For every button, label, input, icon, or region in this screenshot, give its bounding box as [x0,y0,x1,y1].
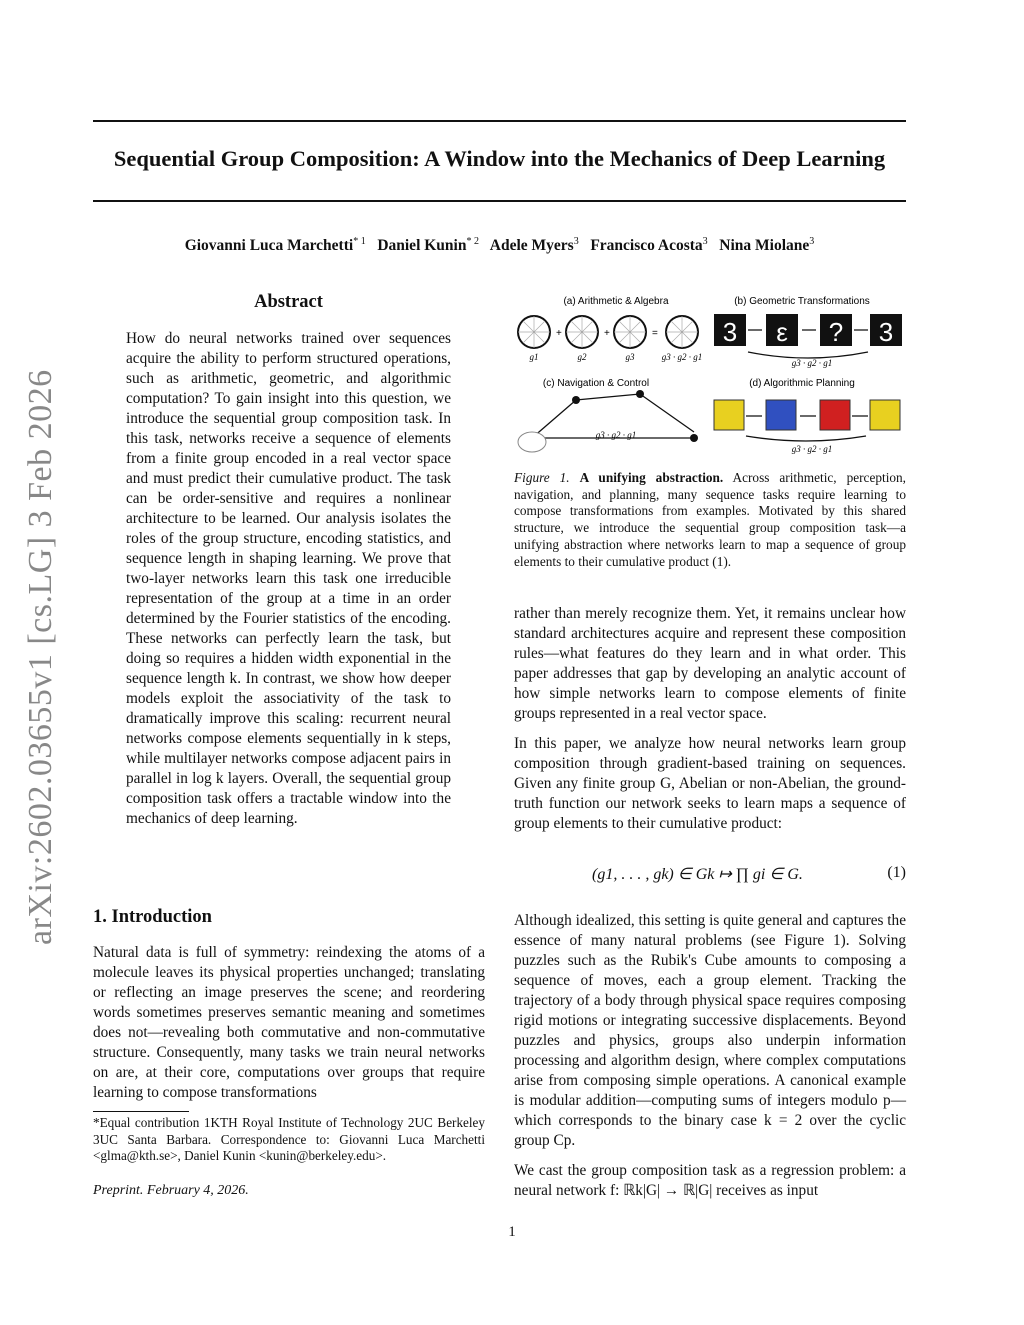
figure-caption [514,470,906,570]
svg-text:3: 3 [878,317,894,347]
caption-text: Across arithmetic, perception, navigation, and planning, many sequence tasks require learning to compose transformations from examples. Motivated by this shared structure, we introduce the sequential group composition task—a unifying abstraction where networks learn to map a sequence of group elements to their cumulative product (1). [514,470,907,569]
svg-text:ε: ε [776,317,788,347]
equation-body: (g1, . . . , gk) ∈ Gk ↦ ∏ gi ∈ G. [592,866,803,883]
author: Giovanni Luca Marchetti [184,237,354,255]
panel-title: (c) Navigation & Control [542,378,650,389]
affiliation-mark: * 1 [353,236,366,247]
label: g3 · g2 · g1 [791,358,833,368]
footnote-rule [93,1111,189,1112]
panel-title: (d) Algorithmic Planning [749,378,855,389]
label: g3 · g2 · g1 [791,444,833,454]
panel-title: (b) Geometric Transformations [734,296,870,307]
label: g2 [577,352,587,362]
author-list [93,236,906,255]
caption-label: Figure 1. [514,470,570,485]
label: g3 [625,352,635,362]
caption-title: A unifying abstraction. [579,470,724,485]
mouse-icon [518,432,546,452]
footnote: *Equal contribution 1KTH Royal Institute of Technology 2UC Berkeley 3UC Santa Barbara. Correspondence to: Giovanni Luca Marchetti <glma@kth.se>, Daniel Kunin <kunin@berkeley.edu>. [93,1115,485,1163]
label: g1 [529,352,539,362]
paragraph: rather than merely recognize them. Yet, it remains unclear how standard architectures acquire and represent these composition rules—what features do they learn and in what order. This paper addresses that gap by developing an analytic account of how simple networks learn to compose elements of finite groups represented in a real vector space. [514,605,906,722]
equals-sign: = [652,328,658,339]
preprint-note: Preprint. February 4, 2026. [93,1183,249,1198]
author: Adele Myers [489,237,574,255]
affiliation-mark: 3 [702,236,708,247]
title-rule [93,200,906,202]
paper-title: Sequential Group Composition: A Window into the Mechanics of Deep Learning [113,146,886,171]
paragraph: Although idealized, this setting is quite general and captures the essence of many natural problems (see Figure 1). Solving puzzles such as the Rubik's Cube amounts to composing a sequence of moves, each a group element. Tracking the trajectory of a body through physical space requires composing rigid motions or integrating successive displacements. Beyond puzzles and physics, groups also underpin information processing and algorithm design, where complex computations arise from composing simple operations. A canonical example is modular addition—computing sums of integers modulo p—which corresponds to the binary case k = 2 over the cyclic group Cp. [514,912,906,1149]
label: g3 · g2 · g1 [595,430,637,440]
affiliation-mark: 3 [809,236,815,247]
panel-title: (a) Arithmetic & Algebra [563,296,669,307]
author: Daniel Kunin [377,237,467,255]
author: Francisco Acosta [590,237,703,255]
figure-1 [512,292,908,462]
affiliation-mark: * 2 [466,236,479,247]
rubiks-cubes [714,400,900,430]
page-number: 1 [508,1224,516,1240]
equation-number: (1) [887,864,906,881]
paragraph: In this paper, we analyze how neural networks learn group composition through gradient-based training on sequences. Given any finite group G, Abelian or non-Abelian, the ground-truth function our network seeks to learn maps a sequence of group elements to their cumulative product: [514,735,906,832]
svg-text:3: 3 [722,317,738,347]
top-rule [93,120,906,122]
author: Nina Miolane [719,237,810,255]
equation-1 [514,848,906,904]
paragraph: We cast the group composition task as a regression problem: a neural network f: ℝk|G| → ℝ|G| receives as input [514,1162,906,1199]
plus-sign: + [604,328,610,339]
plus-sign: + [556,328,562,339]
affiliation-mark: 3 [573,236,579,247]
section-heading: 1. Introduction [93,907,212,927]
intro-paragraph: Natural data is full of symmetry: reindexing the atoms of a molecule leaves its physical properties unchanged; translating or reflecting an image preserves the scene; and reordering words sometimes preserves semantic meaning and sometimes does not—revealing both commutative and non-commutative structure. Consequently, many tasks we train neural networks on are, at their core, computations over groups that require learning to compose transformations [93,944,485,1101]
label: g3 · g2 · g1 [661,352,703,362]
arxiv-watermark: arXiv:2602.03655v1 [cs.LG] 3 Feb 2026 [22,369,59,945]
abstract-text: How do neural networks trained over sequences acquire the ability to perform structured operations, such as arithmetic, geometric, and algorithmic computation? To gain insight into this question, we introduce the sequential group composition task. In this task, networks receive a sequence of elements from a finite group encoded in a real vector space and must predict their cumulative product. The task can be order-sensitive and requires a nonlinear architecture to be learned. Our analysis isolates the roles of the group structure, encoding statistics, and sequence length in shaping learning. We prove that two-layer networks learn this task one irreducible representation of the group at a time in an order determined by the Fourier statistics of the encoding. These networks can perfectly learn the task, but doing so requires a hidden width exponential in the sequence length k. In contrast, we show how deeper models exploit the associativity of the task to dramatically improve this scaling: recurrent neural networks compose elements sequentially in k steps, while multilayer networks compose adjacent pairs in parallel in log k layers. Overall, the sequential group composition task offers a tractable window into the mechanics of deep learning. [126,330,451,827]
svg-text:?: ? [828,317,844,347]
abstract-heading: Abstract [254,292,323,312]
